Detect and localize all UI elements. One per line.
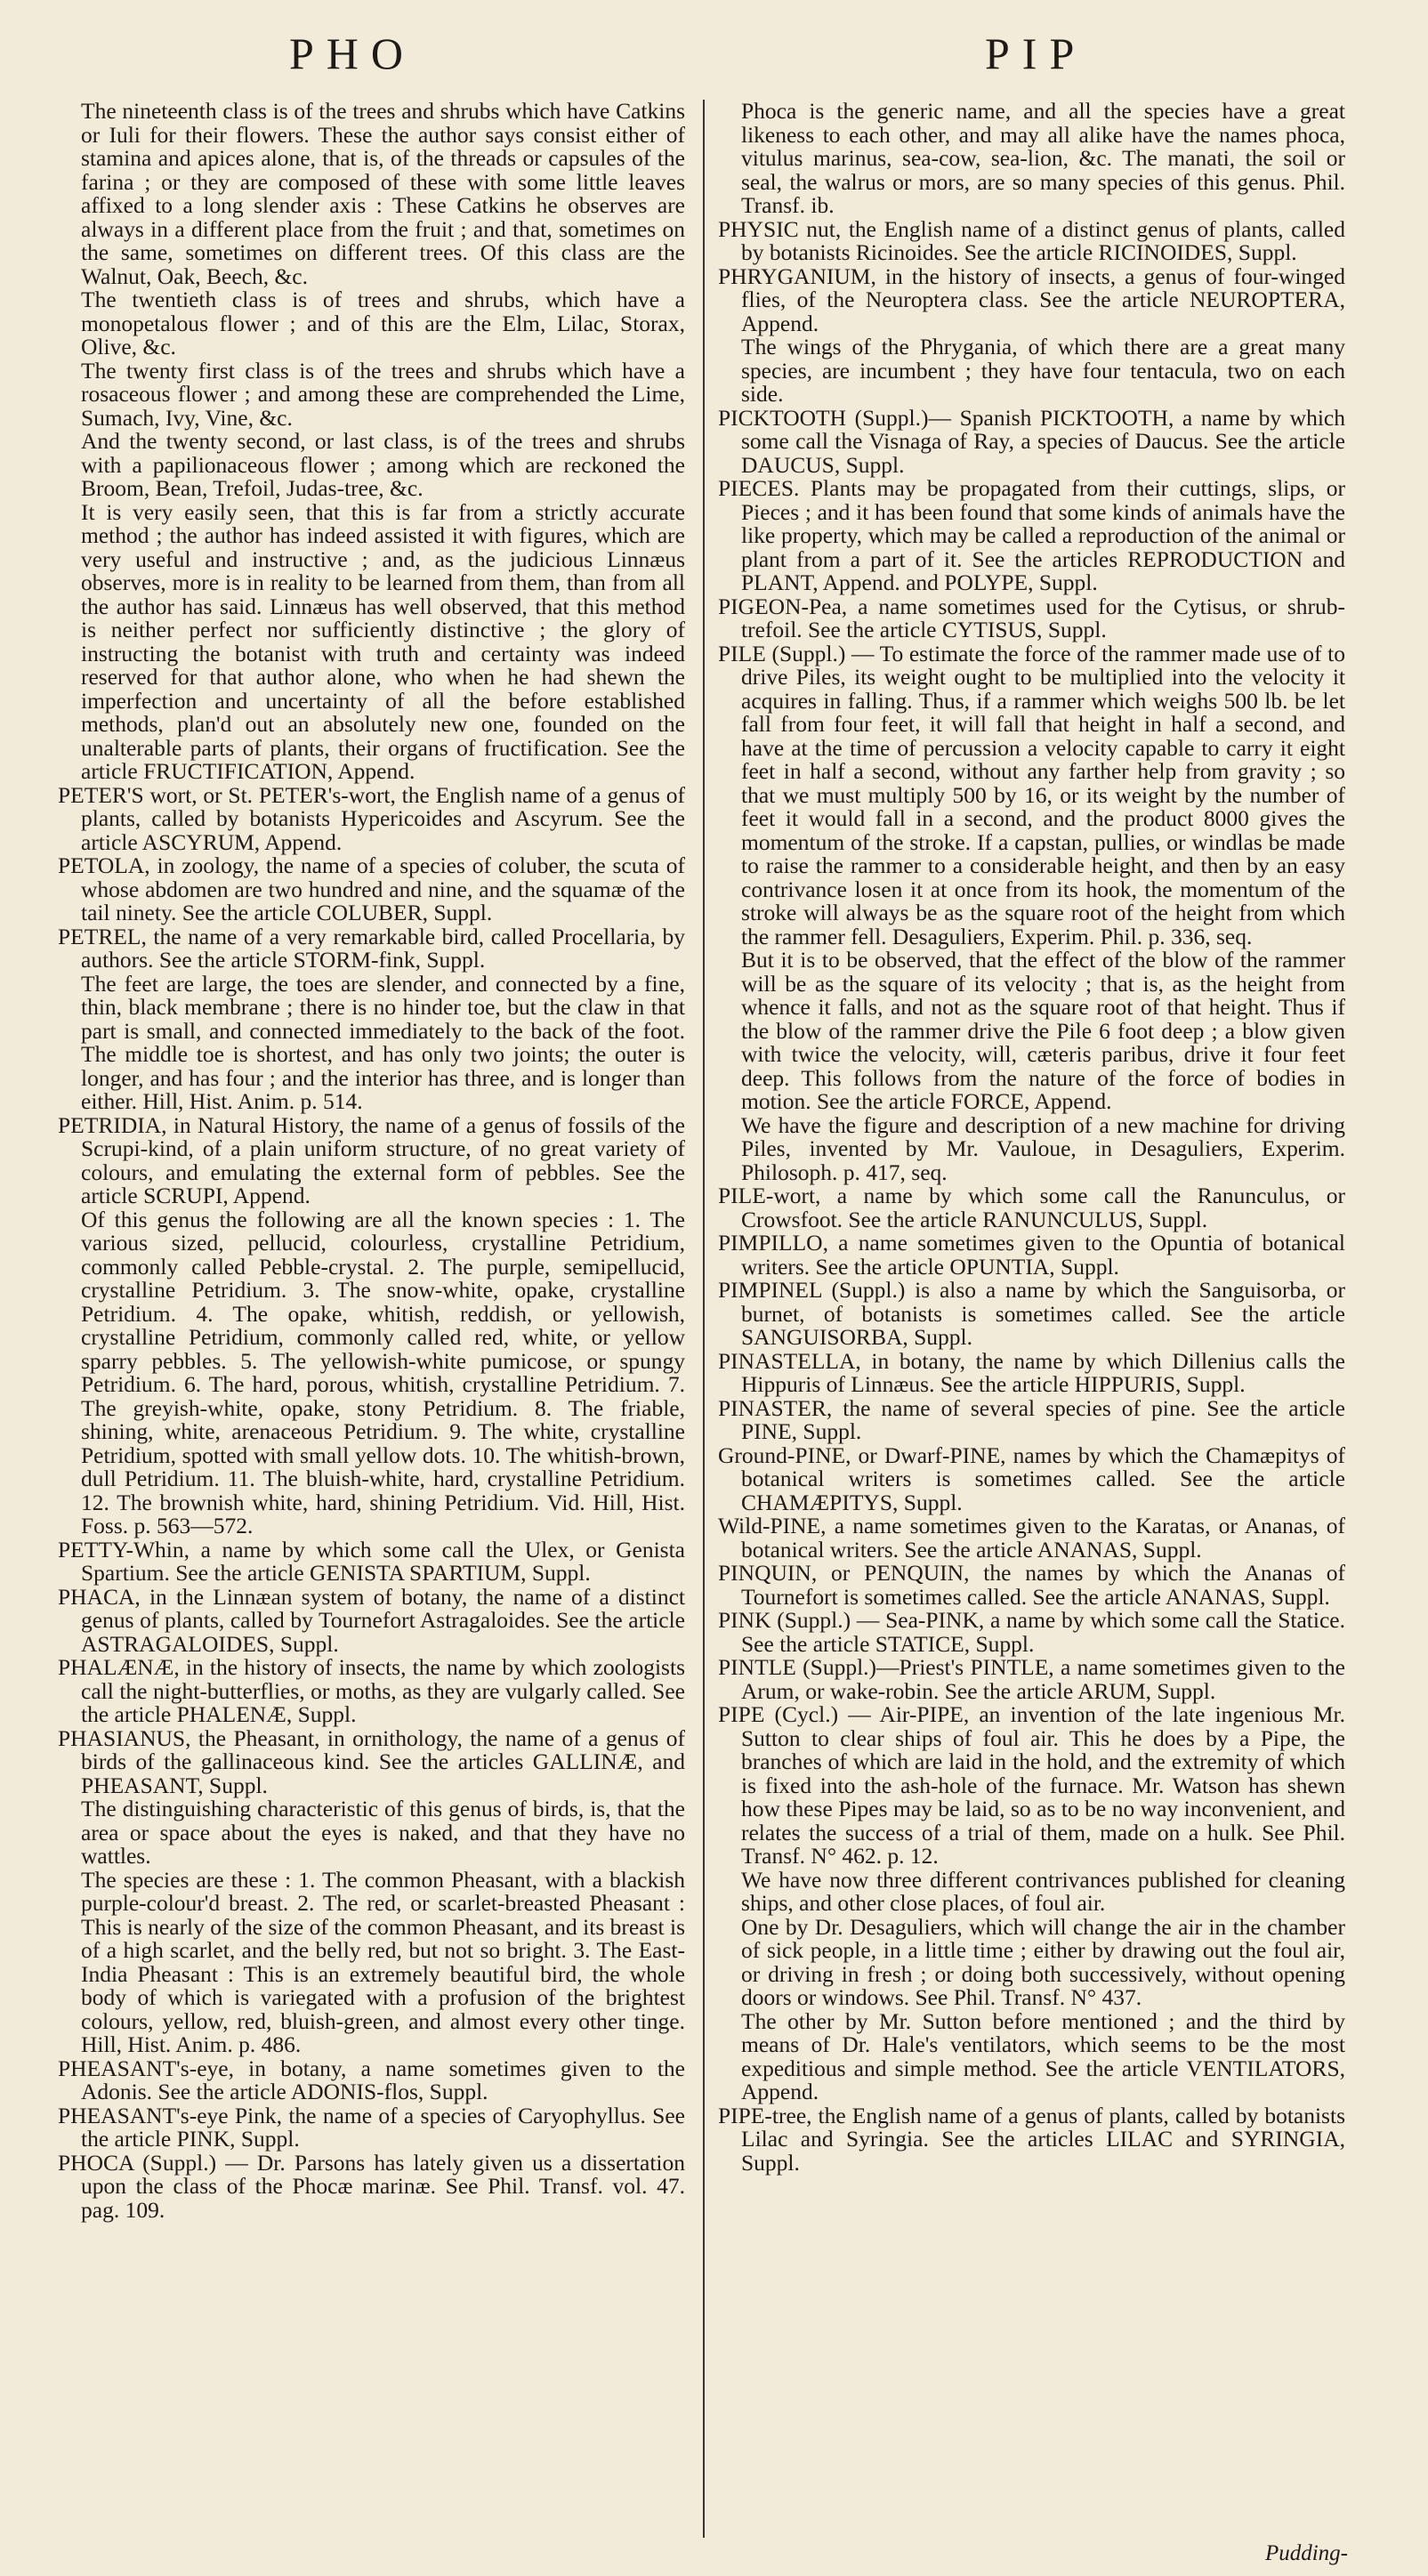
dictionary-entry: PHRYGANIUM, in the history of insects, a genus of four-winged flies, of the Neuroptera class. See the article NEUROPTERA, Append. [718,262,1345,336]
column-divider [703,100,705,2538]
dictionary-entry: PINK (Suppl.) — Sea-PINK, a name by which some call the Statice. See the article STATICE, Suppl. [718,1607,1345,1657]
dictionary-entry: PINTLE (Suppl.)—Priest's PINTLE, a name sometimes given to the Arum, or wake-robin. See the article ARUM, Suppl. [718,1654,1345,1704]
paragraph: We have now three different contrivances published for cleaning ships, and other close places, of foul air. [741,1866,1345,1916]
paragraph: The twentieth class is of trees and shrubs, which have a monopetalous flower ; and of this are the Elm, Lilac, Storax, Olive, &c. [81,287,685,359]
dictionary-entry: PHYSIC nut, the English name of a distinct genus of plants, called by botanists Ricinoides. See the article RICINOIDES, Suppl. [718,215,1345,265]
dictionary-entry: Wild-PINE, a name sometimes given to the Karatas, or Ananas, of botanical writers. See the article ANANAS, Suppl. [718,1513,1345,1563]
paragraph: It is very easily seen, that this is far from a strictly accurate method ; the author has indeed assisted it with figures, which are very useful and instructive ; and, as the judicious Linnæus observes, more is in reality to be learned from them, than from all the author has said. Linnæus has well observed, that this method is neither perfect nor sufficiently distinctive ; the glory of instructing the botanist with truth and certainty was indeed reserved for that author alone, who when he had shewn the imperfection and uncertainty of all the before established methods, plan'd out an absolutely new one, founded on the unalterable parts of plants, their organs of fructification. See the article FRUCTIFICATION, Append. [81,498,685,784]
dictionary-entry: PINASTELLA, in botany, the name by which Dillenius calls the Hippuris of Linnæus. See the article HIPPURIS, Suppl. [718,1347,1345,1397]
paragraph: The distinguishing characteristic of this genus of birds, is, that the area or space about the eyes is naked, and that they have no wattles. [81,1796,685,1869]
dictionary-entry: Ground-PINE, or Dwarf-PINE, names by which the Chamæpitys of botanical writers is sometimes called. See the article CHAMÆPITYS, Suppl. [718,1441,1345,1515]
dictionary-entry: PHEASANT's-eye, in botany, a name sometimes given to the Adonis. See the article ADONIS-flos, Suppl. [58,2055,685,2104]
paragraph: The wings of the Phrygania, of which there are a great many species, are incumbent ; they have four tentacula, two on each side. [741,334,1345,407]
dictionary-entry: PIPE (Cycl.) — Air-PIPE, an invention of the late ingenious Mr. Sutton to clear ships of foul air. This he does by a Pipe, the branches of which are laid in the hold, and the extremity of which is fixed into the ash-hole of the furnace. Mr. Watson has shewn how these Pipes may be laid, so as to be no way inconvenient, and relates the success of a trial of them, made on a hulk. See Phil. Transf. N° 462. p. 12. [718,1701,1345,1869]
dictionary-entry: PHACA, in the Linnæan system of botany, the name of a distinct genus of plants, called by Tournefort Astragaloides. See the article ASTRAGALOIDES, Suppl. [58,1583,685,1657]
dictionary-entry: PHEASANT's-eye Pink, the name of a species of Caryophyllus. See the article PINK, Suppl. [58,2102,685,2152]
paragraph: The species are these : 1. The common Pheasant, with a blackish purple-colour'd breast. 2. The red, or scarlet-breasted Pheasant : This is nearly of the size of the common Pheasant, and its breast is of a high scarlet, and the belly red, but not so bright. 3. The East-India Pheasant : This is an extremely beautiful bird, the whole body of which is variegated with a profusion of the brightest colours, yellow, red, bluish-green, and almost every other tinge. Hill, Hist. Anim. p. 486. [81,1866,685,2057]
left-column [58,100,685,2538]
dictionary-entry: PETREL, the name of a very remarkable bird, called Procellaria, by authors. See the article STORM-fink, Suppl. [58,923,685,973]
running-head-right: PIP [985,28,1087,78]
dictionary-entry: PILE-wort, a name by which some call the Ranunculus, or Crowsfoot. See the article RANUNCULUS, Suppl. [718,1183,1345,1232]
dictionary-entry: PIECES. Plants may be propagated from their cuttings, slips, or Pieces ; and it has been found that some kinds of animals have the like property, which may be called a reproduction of the animal or plant from a part of it. See the articles REPRODUCTION and PLANT, Append. and POLYPE, Suppl. [718,475,1345,595]
paragraph: Of this genus the following are all the known species : 1. The various sized, pellucid, colourless, crystalline Petridium, commonly called Pebble-crystal. 2. The purple, semipellucid, crystalline Petridium. 3. The snow-white, opake, crystalline Petridium. 4. The opake, whitish, reddish, or yellowish, crystalline Petridium, commonly called red, white, or yellow sparry pebbles. 5. The yellowish-white pumicose, or spungy Petridium. 6. The hard, porous, whitish, crystalline Petridium. 7. The greyish-white, opake, stony Petridium. 8. The friable, shining, white, arenaceous Petridium. 9. The white, crystalline Petridium, spotted with small yellow dots. 10. The whitish-brown, dull Petridium. 11. The bluish-white, hard, crystalline Petridium. 12. The brownish white, hard, shining Petridium. Vid. Hill, Hist. Foss. p. 563—572. [81,1206,685,1538]
dictionary-entry: PINASTER, the name of several species of pine. See the article PINE, Suppl. [718,1394,1345,1444]
paragraph: The other by Mr. Sutton before mentioned ; and the third by means of Dr. Hale's ventilators, which seems to be the most expeditious and simple method. See the article VENTILATORS, Append. [741,2007,1345,2104]
dictionary-entry: PETER'S wort, or St. PETER's-wort, the English name of a genus of plants, called by botanists Hypericoides and Ascyrum. See the article ASCYRUM, Append. [58,781,685,855]
dictionary-entry: PICKTOOTH (Suppl.)— Spanish PICKTOOTH, a name by which some call the Visnaga of Ray, a species of Daucus. See the article DAUCUS, Suppl. [718,404,1345,478]
catchword: Pudding- [1264,2541,1348,2565]
dictionary-entry: PHALÆNÆ, in the history of insects, the name by which zoologists call the night-butterflies, or moths, as they are vulgarly called. See the article PHALENÆ, Suppl. [58,1654,685,1727]
dictionary-entry: PHASIANUS, the Pheasant, in ornithology, the name of a genus of birds of the gallinaceous kind. See the articles GALLINÆ, and PHEASANT, Suppl. [58,1724,685,1798]
paragraph: The twenty first class is of the trees and shrubs which have a rosaceous flower ; and among these are comprehended the Lime, Sumach, Ivy, Vine, &c. [81,357,685,431]
paragraph: But it is to be observed, that the effect of the blow of the rammer will be as the square of its velocity ; that is, as the height from whence it falls, and not as the square root of that height. Thus if the blow of the rammer drive the Pile 6 foot deep ; a blow given with twice the velocity, will, cæteris paribus, drive it four feet deep. This follows from the nature of the force of bodies in motion. See the article FORCE, Append. [741,947,1345,1114]
dictionary-entry: PETTY-Whin, a name by which some call the Ulex, or Genista Spartium. See the article GENISTA SPARTIUM, Suppl. [58,1536,685,1586]
paragraph: And the twenty second, or last class, is of the trees and shrubs with a papilionaceous flower ; among which are reckoned the Broom, Bean, Trefoil, Judas-tree, &c. [81,428,685,501]
dictionary-entry: PIMPINEL (Suppl.) is also a name by which the Sanguisorba, or burnet, of botanists is sometimes called. See the article SANGUISORBA, Suppl. [718,1277,1345,1350]
right-column [718,100,1345,2538]
dictionary-entry: PETRIDIA, in Natural History, the name of a genus of fossils of the Scrupi-kind, of a plain uniform structure, of no great variety of colours, and emulating the external form of pebbles. See the article SCRUPI, Append. [58,1111,685,1208]
dictionary-entry: PETOLA, in zoology, the name of a species of coluber, the scuta of whose abdomen are two hundred and nine, and the squamæ of the tail ninety. See the article COLUBER, Suppl. [58,852,685,925]
dictionary-entry: PIGEON-Pea, a name sometimes used for the Cytisus, or shrub-trefoil. See the article CYTISUS, Suppl. [718,593,1345,642]
dictionary-entry: PHOCA (Suppl.) — Dr. Parsons has lately given us a dissertation upon the class of the Phocæ marinæ. See Phil. Transf. vol. 47. pag. 109. [58,2149,685,2223]
paragraph: Phoca is the generic name, and all the species have a great likeness to each other, and may all alike have the names phoca, vitulus marinus, sea-cow, sea-lion, &c. The manati, the soil or seal, the walrus or mors, are so many species of this genus. Phil. Transf. ib. [741,100,1345,218]
paragraph: One by Dr. Desaguliers, which will change the air in the chamber of sick people, in a little time ; either by drawing out the foul air, or driving in fresh ; or doing both successively, without opening doors or windows. See Phil. Transf. N° 437. [741,1913,1345,2010]
dictionary-entry: PILE (Suppl.) — To estimate the force of the rammer made use of to drive Piles, its weight ought to be multiplied into the velocity it acquires in falling. Thus, if a rammer which weighs 500 lb. be let fall from four feet, it will fall that height in half a second, and have at the time of percussion a velocity capable to carry it eight feet in half a second, without any farther help from gravity ; so that we must multiply 500 by 16, or its weight by the number of feet it would fall in a second, and the product 8000 gives the momentum of the stroke. If a capstan, pullies, or windlas be made to raise the rammer to a considerable height, and then by an easy contrivance losen it at once from its hook, the momentum of the stroke will always be as the square root of the height from which the rammer fell. Desaguliers, Experim. Phil. p. 336, seq. [718,640,1345,949]
paragraph: The feet are large, the toes are slender, and connected by a fine, thin, black membrane ; there is no hinder toe, but the claw in that part is small, and connected immediately to the back of the foot. The middle toe is shortest, and has only two joints; the outer is longer, and has four ; and the interior has three, and is longer than either. Hill, Hist. Anim. p. 514. [81,970,685,1114]
paragraph: We have the figure and description of a new machine for driving Piles, invented by Mr. Vauloue, in Desaguliers, Experim. Philosoph. p. 417, seq. [741,1111,1345,1185]
running-head-left: PHO [289,28,416,78]
dictionary-entry: PIPE-tree, the English name of a genus of plants, called by botanists Lilac and Syringia. See the articles LILAC and SYRINGIA, Suppl. [718,2102,1345,2176]
paragraph: The nineteenth class is of the trees and shrubs which have Catkins or Iuli for their flowers. These the author says consist either of stamina and apices alone, that is, of the threads or capsules of the farina ; or they are composed of these with some little leaves affixed to a long slender axis : These Catkins he observes are always in a different place from the fruit ; and that, sometimes on the same, sometimes on different trees. Of this class are the Walnut, Oak, Beech, &c. [81,100,685,289]
dictionary-entry: PINQUIN, or PENQUIN, the names by which the Ananas of Tournefort is sometimes called. See the article ANANAS, Suppl. [718,1560,1345,1610]
dictionary-entry: PIMPILLO, a name sometimes given to the Opuntia of botanical writers. See the article OPUNTIA, Suppl. [718,1230,1345,1280]
